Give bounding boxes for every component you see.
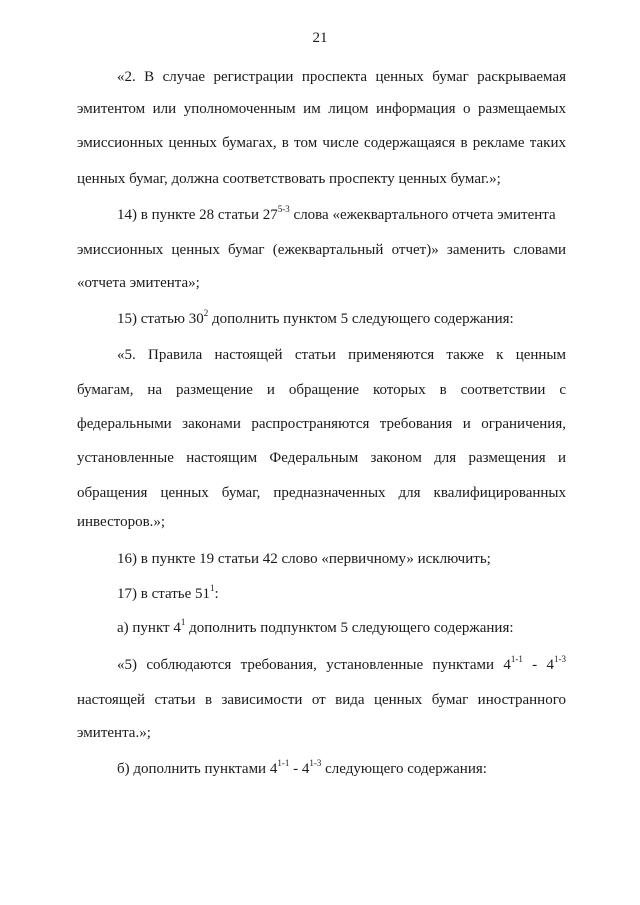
text-line: обращения ценных бумаг, предназначенных для квалифицированных bbox=[77, 485, 566, 501]
page-number: 21 bbox=[312, 30, 328, 46]
text-line: федеральными законами распространяются требования и ограничения, bbox=[77, 416, 566, 432]
text-line: инвесторов.»; bbox=[77, 514, 166, 530]
text-line: эмиссионных ценных бумагах, в том числе содержащаяся в рекламе таких bbox=[77, 135, 566, 151]
text-line: установленные настоящим Федеральным законом для размещения и bbox=[77, 450, 566, 466]
text-line: 17) в статье $51^1$: bbox=[117, 583, 219, 602]
text-line: «2. В случае регистрации проспекта ценных бумаг раскрываемая bbox=[117, 69, 566, 85]
text-line: «5) соблюдаются требования, установленные пунктами 4$^{1-1}$ - 4$^{1-3}$ bbox=[117, 654, 567, 673]
text-line: эмитентом или уполномоченным им лицом информация о размещаемых bbox=[77, 101, 566, 117]
text-line: бумагам, на размещение и обращение которых в соответствии с bbox=[77, 382, 566, 398]
text-line: 15) статью $30^2$ дополнить пунктом 5 следующего содержания: bbox=[117, 308, 514, 327]
text-line: 14) в пункте 28 статьи 27$^{5-3}$ слова «ежеквартального отчета эмитента bbox=[117, 204, 556, 223]
text-line: эмитента.»; bbox=[77, 725, 151, 741]
text-line: ценных бумаг, должна соответствовать проспекту ценных бумаг.»; bbox=[77, 171, 501, 187]
text-line: «5. Правила настоящей статьи применяются также к ценным bbox=[117, 347, 566, 363]
text-line: б) дополнить пунктами 4$^{1-1}$ - 4$^{1-3}$ следующего содержания: bbox=[117, 758, 487, 777]
text-line: а) пункт $4^1$ дополнить подпунктом 5 следующего содержания: bbox=[117, 617, 514, 636]
text-line: 16) в пункте 19 статьи 42 слово «первичному» исключить; bbox=[117, 551, 491, 567]
text-line: «отчета эмитента»; bbox=[77, 275, 200, 291]
text-line: настоящей статьи в зависимости от вида ценных бумаг иностранного bbox=[77, 692, 566, 708]
text-line: эмиссионных ценных бумаг (ежеквартальный отчет)» заменить словами bbox=[77, 242, 566, 258]
